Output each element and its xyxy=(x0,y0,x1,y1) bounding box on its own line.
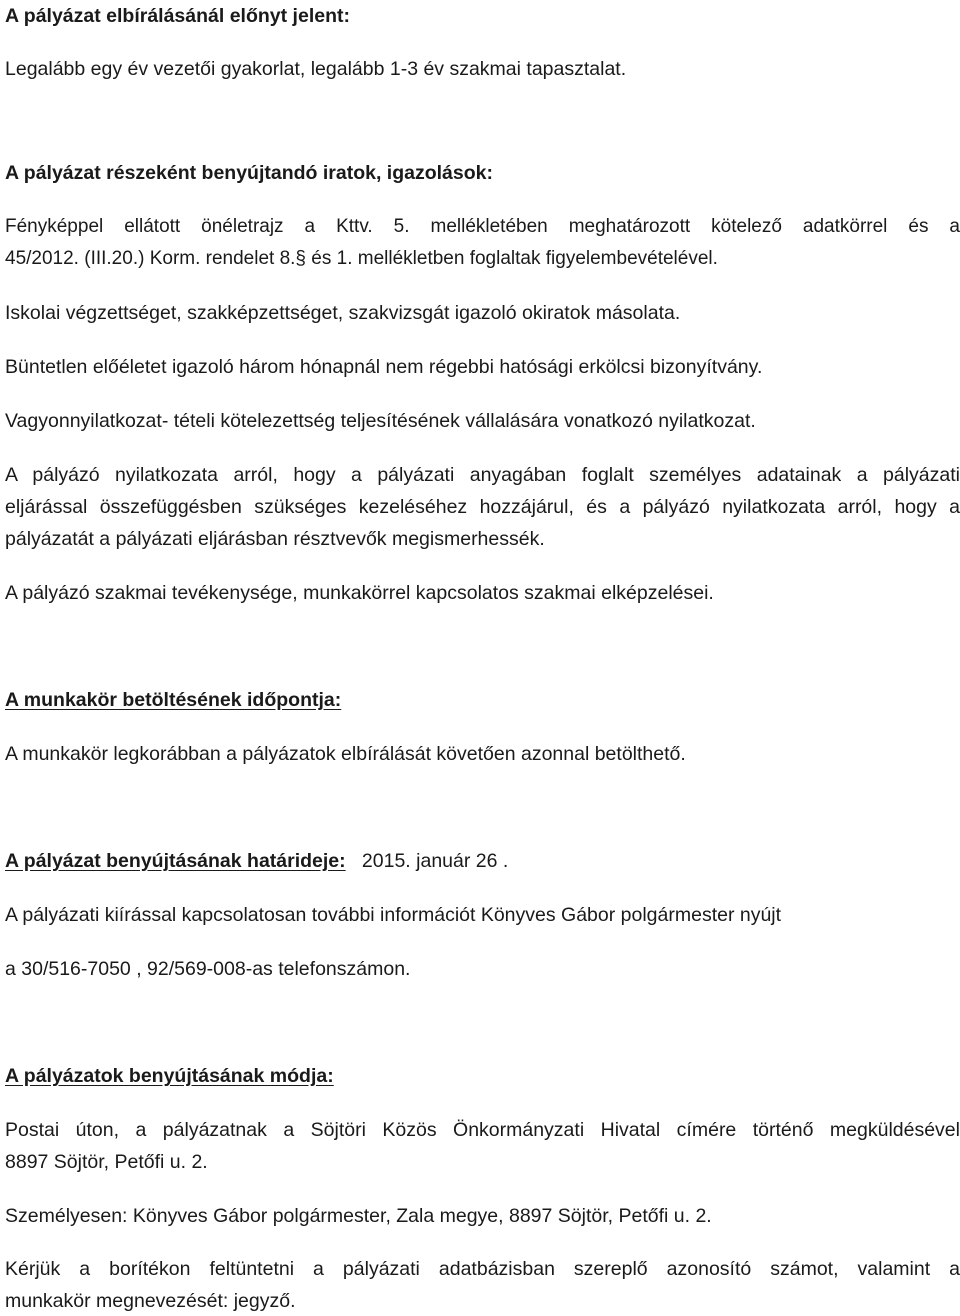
documents-consent-line3: pályázatát a pályázati eljárásban résztvevők megismerhessék. xyxy=(5,528,545,550)
heading-documents: A pályázat részeként benyújtandó iratok, igazolások: xyxy=(5,162,493,184)
info-line1: A pályázati kiírással kapcsolatosan további információt Könyves Gábor polgármester nyújt xyxy=(5,904,782,926)
submission-post-line2: 8897 Söjtör, Petőfi u. 2. xyxy=(5,1151,208,1173)
documents-asset-declaration: Vagyonnyilatkozat- tételi kötelezettség teljesítésének vállalására vonatkozó nyilatkozat. xyxy=(5,410,756,432)
advantage-text: Legalább egy év vezetői gyakorlat, legalább 1-3 év szakmai tapasztalat. xyxy=(5,58,627,80)
documents-criminal-record: Büntetlen előéletet igazoló három hónapnál nem régebbi hatósági erkölcsi bizonyítvány. xyxy=(5,356,763,378)
heading-deadline: A pályázat benyújtásának határideje: xyxy=(5,850,346,872)
submission-personal: Személyesen: Könyves Gábor polgármester, Zala megye, 8897 Söjtör, Petőfi u. 2. xyxy=(5,1205,712,1227)
deadline-line xyxy=(5,849,508,873)
submission-envelope-line2: munkakör megnevezését: jegyző. xyxy=(5,1290,296,1312)
heading-advantage: A pályázat elbírálásánál előnyt jelent: xyxy=(5,5,350,27)
info-line2: a 30/516-7050 , 92/569-008-as telefonszámon. xyxy=(5,958,411,980)
documents-professional-plan: A pályázó szakmai tevékenysége, munkakörrel kapcsolatos szakmai elképzelései. xyxy=(5,582,714,604)
documents-consent-line1: A pályázó nyilatkozata arról, hogy a pályázati anyagában foglalt személyes adatainak a pályázati xyxy=(5,464,960,486)
documents-cv-line2: 45/2012. (III.20.) Korm. rendelet 8.§ és 1. mellékletben foglaltak figyelembevételével. xyxy=(5,248,718,269)
documents-consent-line2: eljárással összefüggésben szükséges kezeléséhez hozzájárul, és a pályázó nyilatkozata arról, hogy a xyxy=(5,496,960,518)
heading-submission-method: A pályázatok benyújtásának módja: xyxy=(5,1065,334,1087)
submission-envelope-line1: Kérjük a borítékon feltüntetni a pályázati adatbázisban szereplő azonosító számot, valamint a xyxy=(5,1258,960,1280)
documents-cv-line1: Fényképpel ellátott önéletrajz a Kttv. 5. mellékletében meghatározott kötelező adatkörrel és a xyxy=(5,216,960,237)
documents-qualifications: Iskolai végzettséget, szakképzettséget, szakvizsgát igazoló okiratok másolata. xyxy=(5,302,681,324)
start-date-text: A munkakör legkorábban a pályázatok elbírálását követően azonnal betölthető. xyxy=(5,743,686,765)
deadline-date: 2015. január 26 . xyxy=(361,850,509,872)
submission-post-line1: Postai úton, a pályázatnak a Söjtöri Közös Önkormányzati Hivatal címére történő megküldésével xyxy=(5,1119,960,1141)
heading-start-date: A munkakör betöltésének időpontja: xyxy=(5,689,342,711)
